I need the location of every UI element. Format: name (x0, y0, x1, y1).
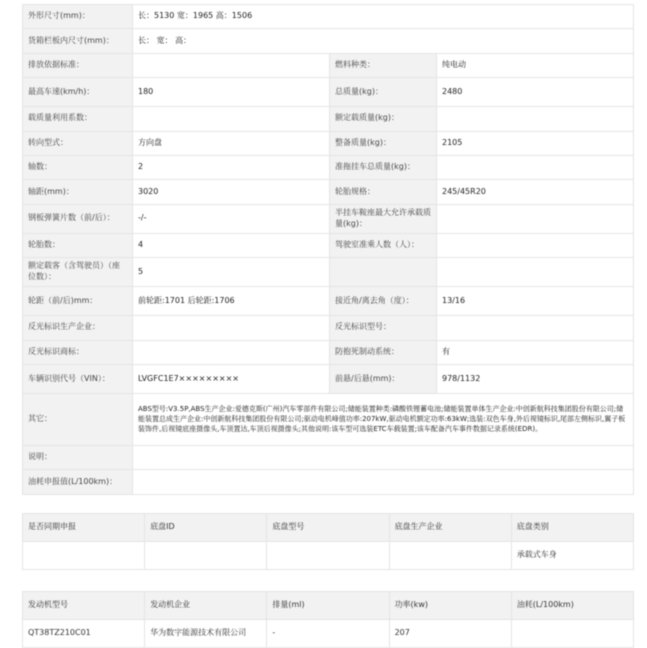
spec-value: 3020 (133, 180, 330, 204)
engine-header-row (23, 591, 634, 619)
spec-label: 额定载质量(kg)： (330, 107, 437, 131)
spec-label: 额定载客（含驾驶员）（座位数）： (23, 258, 133, 287)
spec-value: 5 (133, 258, 330, 287)
spec-label: 反光标识生产企业： (23, 316, 133, 340)
spec-label: 轮距（前/后)mm： (23, 287, 133, 316)
spec-row (23, 155, 634, 179)
chassis-header-cell: 底盘生产企业 (389, 513, 511, 541)
chassis-header-cell: 底盘型号 (267, 513, 389, 541)
spec-value (133, 53, 330, 77)
fuel-row (23, 470, 634, 494)
spec-label: 驾驶室准乘人数（人）： (330, 233, 437, 257)
spec-row (23, 316, 634, 340)
chassis-data-row (23, 541, 634, 569)
chassis-cell: 承载式车身 (511, 541, 633, 569)
chassis-header-cell: 底盘类别 (511, 513, 633, 541)
spec-label: 防抱死制动系统： (330, 340, 437, 364)
dims-row (23, 5, 634, 29)
other-value: ABS型号:V3.5P,ABS生产企业:爱德克斯(广州)汽车零部件有限公司;储能装置种类:磷酸铁锂蓄电池;储能装置单体生产企业:中创新航科技集团股份有限公司;储能装置总成生产企业:中创新航科技集团股份有限公司;驱动电机峰值功率:207kW,驱动电机额定功率:63kW;选装:双色车身,外后视镜标识,尾部左侧标识,翼子板装饰件,后视镜底座摄像头,车顶置达,车顶后视摄像头;其他说明:该车型可选装ETC车载装置;该车配备汽车事件数据记录系统(EDR)。 (133, 393, 634, 445)
spec-value: 前轮距:1701 后轮距:1706 (133, 287, 330, 316)
spec-label: 总质量(kg)： (330, 78, 437, 107)
spec-label: 最高车速(km/h)： (23, 78, 133, 107)
spec-label: 半挂车鞍座最大允许承载质量(kg)： (330, 204, 437, 233)
dims-label: 外形尺寸(mm)： (23, 5, 133, 29)
spec-label: 轴距(mm)： (23, 180, 133, 204)
spec-label: 转向型式： (23, 131, 133, 155)
engine-cell: QT38TZ210C01 (23, 619, 145, 647)
spec-row (23, 131, 634, 155)
spec-value: 4 (133, 233, 330, 257)
spec-row (23, 107, 634, 131)
spec-label: 轮胎规格： (330, 180, 437, 204)
chassis-cell (389, 541, 511, 569)
spec-value (437, 258, 634, 287)
spec-value (133, 107, 330, 131)
spec-value (133, 316, 330, 340)
engine-header-cell: 排量(ml) (267, 591, 389, 619)
cargo-label: 货箱栏板内尺寸(mm)： (23, 29, 133, 53)
engine-header-cell: 功率(kw) (389, 591, 511, 619)
spec-value: 有 (437, 340, 634, 364)
spec-label: 轴数： (23, 155, 133, 179)
engine-table (22, 591, 634, 648)
other-label: 其它： (23, 393, 133, 445)
spec-value: 180 (133, 78, 330, 107)
spec-value (437, 107, 634, 131)
spec-label: 反光标识商标： (23, 340, 133, 364)
chassis-header-cell: 是否同期申报 (23, 513, 145, 541)
spec-value (437, 204, 634, 233)
chassis-cell (145, 541, 267, 569)
spec-row (23, 78, 634, 107)
spec-row (23, 53, 634, 77)
engine-cell: - (267, 619, 389, 647)
spec-row (23, 204, 634, 233)
spec-label: 排放依据标准： (23, 53, 133, 77)
spec-value: 13/16 (437, 287, 634, 316)
engine-cell: 207 (389, 619, 511, 647)
cargo-value: 长： 宽： 高： (133, 29, 634, 53)
other-row (23, 393, 634, 445)
spec-label: 载质量利用系数： (23, 107, 133, 131)
spec-label: 轮胎数： (23, 233, 133, 257)
spec-label (330, 258, 437, 287)
fuel-value (133, 470, 634, 494)
spec-row (23, 233, 634, 257)
fuel-label: 油耗申报值(L/100km)： (23, 470, 133, 494)
spec-label: 准拖挂车总质量(kg)： (330, 155, 437, 179)
spec-row (23, 364, 634, 393)
chassis-header-row (23, 513, 634, 541)
chassis-header-cell: 底盘ID (145, 513, 267, 541)
cargo-row (23, 29, 634, 53)
spec-label: 燃料种类： (330, 53, 437, 77)
engine-cell: 华为数字能源技术有限公司 (145, 619, 267, 647)
spec-sheet (22, 4, 634, 648)
note-label: 说明： (23, 445, 133, 469)
engine-header-cell: 发动机型号 (23, 591, 145, 619)
engine-cell (511, 619, 633, 647)
spec-value (437, 233, 634, 257)
spec-row (23, 340, 634, 364)
spec-label: 钢板弹簧片数（前/后）： (23, 204, 133, 233)
spec-value: LVGFC1E7××××××××× (133, 364, 330, 393)
spec-value: 978/1132 (437, 364, 634, 393)
spec-label: 前悬/后悬(mm)： (330, 364, 437, 393)
spec-value: 方向盘 (133, 131, 330, 155)
chassis-cell (267, 541, 389, 569)
chassis-cell (23, 541, 145, 569)
note-row (23, 445, 634, 469)
note-value (133, 445, 634, 469)
spec-value: 245/45R20 (437, 180, 634, 204)
dims-value: 长：5130 宽：1965 高：1506 (133, 5, 634, 29)
spec-row (23, 287, 634, 316)
engine-data-row (23, 619, 634, 647)
spec-row (23, 180, 634, 204)
spec-value: 纯电动 (437, 53, 634, 77)
spec-value (437, 155, 634, 179)
spec-label: 接近角/离去角（度）： (330, 287, 437, 316)
spec-label: 整备质量(kg)： (330, 131, 437, 155)
spec-value: 2105 (437, 131, 634, 155)
spec-value: 2 (133, 155, 330, 179)
spec-value (437, 316, 634, 340)
spec-label: 反光标识型号： (330, 316, 437, 340)
spec-value: -/- (133, 204, 330, 233)
spec-label: 车辆识别代号（VIN）： (23, 364, 133, 393)
spec-value: 2480 (437, 78, 634, 107)
engine-header-cell: 油耗(L/100km) (511, 591, 633, 619)
spec-table (22, 4, 634, 495)
chassis-table (22, 513, 634, 570)
spec-row (23, 258, 634, 287)
spec-value (133, 340, 330, 364)
engine-header-cell: 发动机企业 (145, 591, 267, 619)
